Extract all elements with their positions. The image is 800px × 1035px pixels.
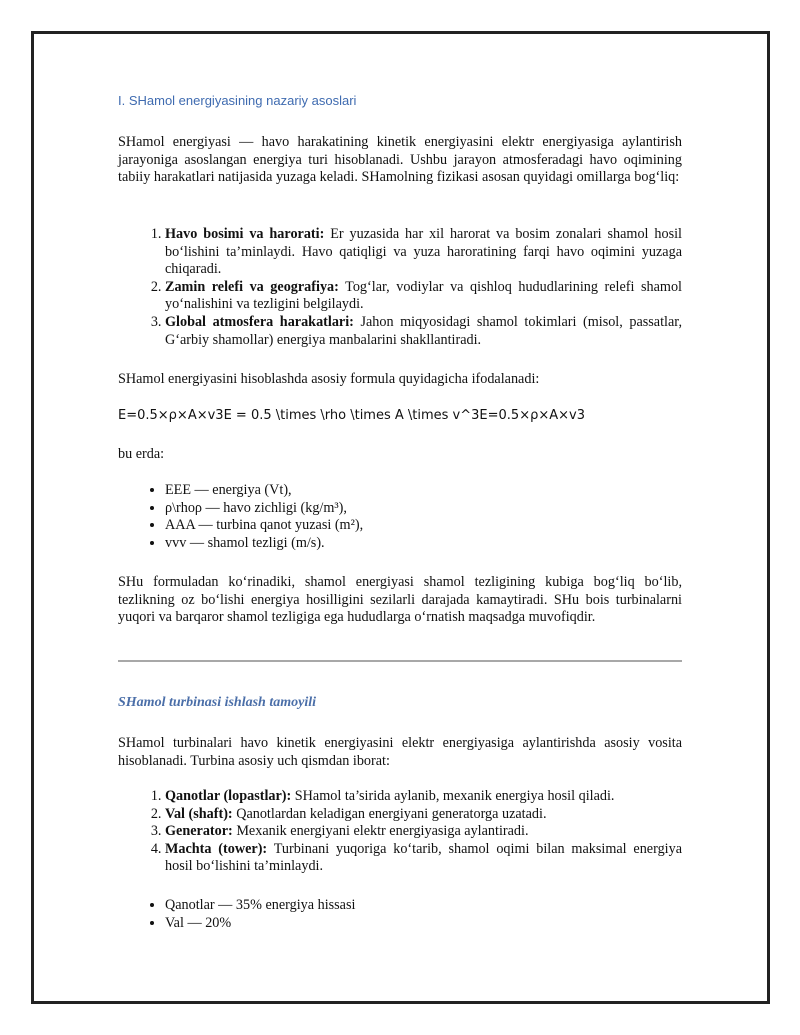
- list-item-term: Havo bosimi va harorati:: [165, 226, 325, 242]
- list-item-term: Global atmosfera harakatlari:: [165, 313, 354, 330]
- list-item: [165, 788, 682, 806]
- list-item-text: Qanotlardan keladigan energiyani generatorga uzatadi.: [232, 805, 547, 822]
- list-item: [165, 279, 682, 314]
- list-item: [165, 226, 682, 279]
- variables-list: [118, 482, 682, 552]
- where-label: bu erda:: [118, 446, 165, 462]
- list-item-text: Mexanik energiyani elektr energiyasiga aylantiradi.: [232, 823, 529, 840]
- horizontal-divider: [118, 660, 682, 662]
- shares-list: [118, 897, 682, 932]
- formula-intro: SHamol energiyasini hisoblashda asosiy formula quyidagicha ifodalanadi:: [118, 371, 540, 387]
- list-item: • AAA — turbina qanot yuzasi (m²),: [165, 517, 682, 535]
- list-item-text: SHamol ta’sirida aylanib, mexanik energiya hosil qiladi.: [291, 788, 615, 804]
- list-item-text: Er yuzasida har xil harorat va bosim zonalari shamol hosil bo‘lishini ta’minlaydi. Havo qatiqligi va yuza haroratining farqi havo oqimini yuzaga chiqaradi.: [165, 226, 682, 278]
- list-item-term: Machta (tower):: [165, 840, 268, 857]
- list-item: [165, 314, 682, 349]
- list-item: • EEE — energiya (Vt),: [165, 482, 682, 500]
- formula: E=0.5×ρ×A×v3E = 0.5 \times \rho \times A \times v^3E=0.5×ρ×A×v3: [118, 408, 585, 423]
- list-item: [165, 806, 682, 824]
- list-item-term: Val (shaft):: [165, 805, 233, 822]
- list-item: • ρ\rhoρ — havo zichligi (kg/m³),: [165, 500, 682, 518]
- conclusion-paragraph: SHu formuladan ko‘rinadiki, shamol energiyasi shamol tezligining kubiga bog‘liq bo‘lib, tezlikning oz bo‘lishi energiya hosilligini sezilarli darajada kamaytiradi. SHu bois turbinalarni yuqori va barqaror shamol tezligiga ega hududlarga o‘rnatish maqsadga muvofiqdir.: [118, 574, 682, 626]
- list-item-term: Zamin relefi va geografiya:: [165, 278, 339, 295]
- list-item: • vvv — shamol tezligi (m/s).: [165, 535, 682, 553]
- list-item-term: Generator:: [165, 823, 233, 840]
- parts-list: [118, 788, 682, 876]
- list-item-term: Qanotlar (lopastlar):: [165, 788, 292, 804]
- factors-list: [118, 226, 682, 349]
- list-item-text: Jahon miqyosidagi shamol tokimlari (misol, passatlar, G‘arbiy shamollar) energiya manbalarini shakllantiradi.: [165, 313, 682, 348]
- list-item: [165, 823, 682, 841]
- intro-paragraph: SHamol energiyasi — havo harakatining kinetik energiyasini elektr energiyasiga aylantirish jarayoniga asoslangan energiya turi hisoblanadi. Ushbu jarayon atmosferadagi havo oqimining tabiiy harakatlari natijasida yuzaga keladi. SHamolning fizikasi asosan quyidagi omillarga bog‘liq:: [118, 134, 682, 186]
- list-item-text: Turbinani yuqoriga ko‘tarib, shamol oqimi bilan maksimal energiya hosil bo‘lishini ta’minlaydi.: [165, 840, 682, 875]
- list-item: • Qanotlar — 35% energiya hissasi: [165, 897, 682, 915]
- section-heading: SHamol turbinasi ishlash tamoyili: [118, 695, 317, 710]
- section-heading: I. SHamol energiyasining nazariy asoslari: [118, 93, 357, 108]
- intro-paragraph: SHamol turbinalari havo kinetik energiyasini elektr energiyasiga aylantirishda asosiy vosita hisoblanadi. Turbina asosiy uch qismdan iborat:: [118, 735, 682, 769]
- list-item: • Val — 20%: [165, 915, 682, 933]
- list-item: [165, 841, 682, 876]
- list-item-text: Tog‘lar, vodiylar va qishloq hududlarining relefi shamol yo‘nalishini va tezligini belgilaydi.: [165, 278, 682, 313]
